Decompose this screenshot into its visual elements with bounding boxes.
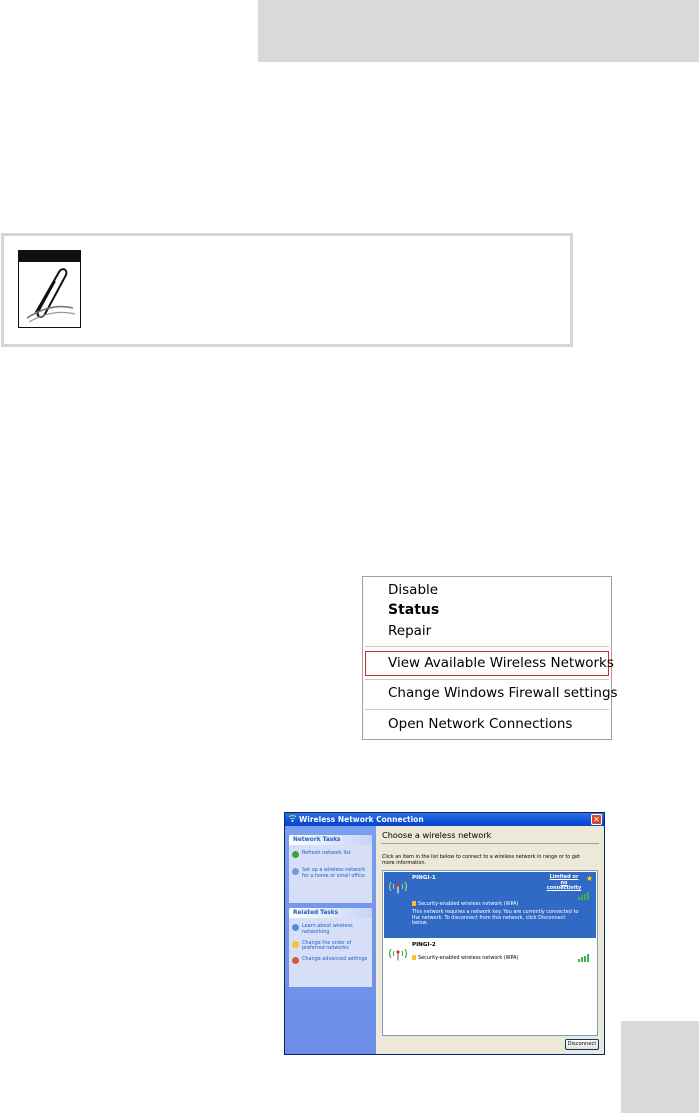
network-tasks-panel <box>289 835 372 903</box>
star-icon <box>292 941 299 948</box>
menu-separator <box>365 709 609 710</box>
menu-item-disable[interactable]: Disable <box>388 582 439 598</box>
security-label: Security-enabled wireless network (WPA) <box>418 901 519 907</box>
wireless-network-connection-window <box>284 812 605 1055</box>
note-icon-bar <box>19 251 80 262</box>
close-button[interactable]: ✕ <box>591 814 602 825</box>
preferred-star-icon: ★ <box>585 874 593 883</box>
menu-item-status[interactable]: Status <box>388 602 440 618</box>
note-box <box>1 233 573 347</box>
lock-icon <box>412 955 416 960</box>
task-label: Set up a wireless network for a home or small office <box>302 866 366 879</box>
wireless-app-icon <box>288 815 297 823</box>
disconnect-button[interactable]: Disconnect <box>565 1039 599 1050</box>
paperclip-icon <box>21 264 78 326</box>
task-learn-about-wireless[interactable] <box>289 924 370 936</box>
task-pane <box>285 826 376 1055</box>
header-band <box>258 0 699 62</box>
settings-icon <box>292 957 299 964</box>
network-chooser-pane <box>376 826 605 1055</box>
task-label: Learn about wireless networking <box>302 923 353 935</box>
task-label: Change advanced settings <box>302 956 368 963</box>
network-context-menu <box>362 576 618 740</box>
window-titlebar[interactable] <box>285 813 604 826</box>
signal-strength-icon <box>578 954 592 962</box>
network-list <box>382 870 598 1036</box>
network-security <box>412 955 518 961</box>
chooser-instruction: Click an item in the list below to connect to a wireless network in range or to get more information. <box>382 854 580 866</box>
window-title: Wireless Network Connection <box>299 815 424 824</box>
security-label: Security-enabled wireless network (WPA) <box>418 955 519 961</box>
menu-item-open-network-connections[interactable]: Open Network Connections <box>388 716 573 732</box>
task-refresh-network-list[interactable] <box>289 851 370 857</box>
task-label: Change the order of preferred networks <box>302 939 352 952</box>
task-label: Refresh network list <box>302 850 351 856</box>
chooser-heading: Choose a wireless network <box>382 830 492 840</box>
signal-strength-icon <box>578 892 592 900</box>
menu-separator <box>365 646 609 647</box>
network-tasks-heading: Network Tasks <box>289 835 372 845</box>
related-tasks-heading: Related Tasks <box>289 908 372 918</box>
task-change-advanced-settings[interactable] <box>289 957 370 963</box>
task-change-order-preferred[interactable] <box>289 941 370 953</box>
info-icon <box>292 924 299 931</box>
setup-network-icon <box>292 868 299 875</box>
connection-status-link[interactable]: Limited or no connectivity <box>546 874 582 892</box>
menu-item-change-firewall-settings[interactable]: Change Windows Firewall settings <box>388 685 618 701</box>
menu-separator <box>365 679 609 680</box>
network-item-pingi-1[interactable] <box>384 872 596 938</box>
related-tasks-panel <box>289 908 372 987</box>
wireless-antenna-icon <box>389 945 407 961</box>
heading-divider <box>381 843 599 844</box>
task-set-up-wireless-network[interactable] <box>289 868 370 880</box>
network-item-pingi-2[interactable] <box>384 939 596 965</box>
network-security <box>412 901 518 907</box>
paperclip-note-icon <box>18 250 81 328</box>
refresh-icon <box>292 851 299 858</box>
menu-item-repair[interactable]: Repair <box>388 623 432 639</box>
lock-icon <box>412 901 416 906</box>
network-name: PINGI-1 <box>412 875 436 881</box>
page-tab <box>621 1021 699 1113</box>
wireless-antenna-icon <box>389 878 407 894</box>
network-name: PINGI-2 <box>412 942 436 948</box>
network-description: This network requires a network key. You are currently connected to the network. To disconnect from this network, click Disconnect below. <box>412 909 579 927</box>
menu-item-view-available-wireless-networks[interactable]: View Available Wireless Networks <box>388 655 614 671</box>
